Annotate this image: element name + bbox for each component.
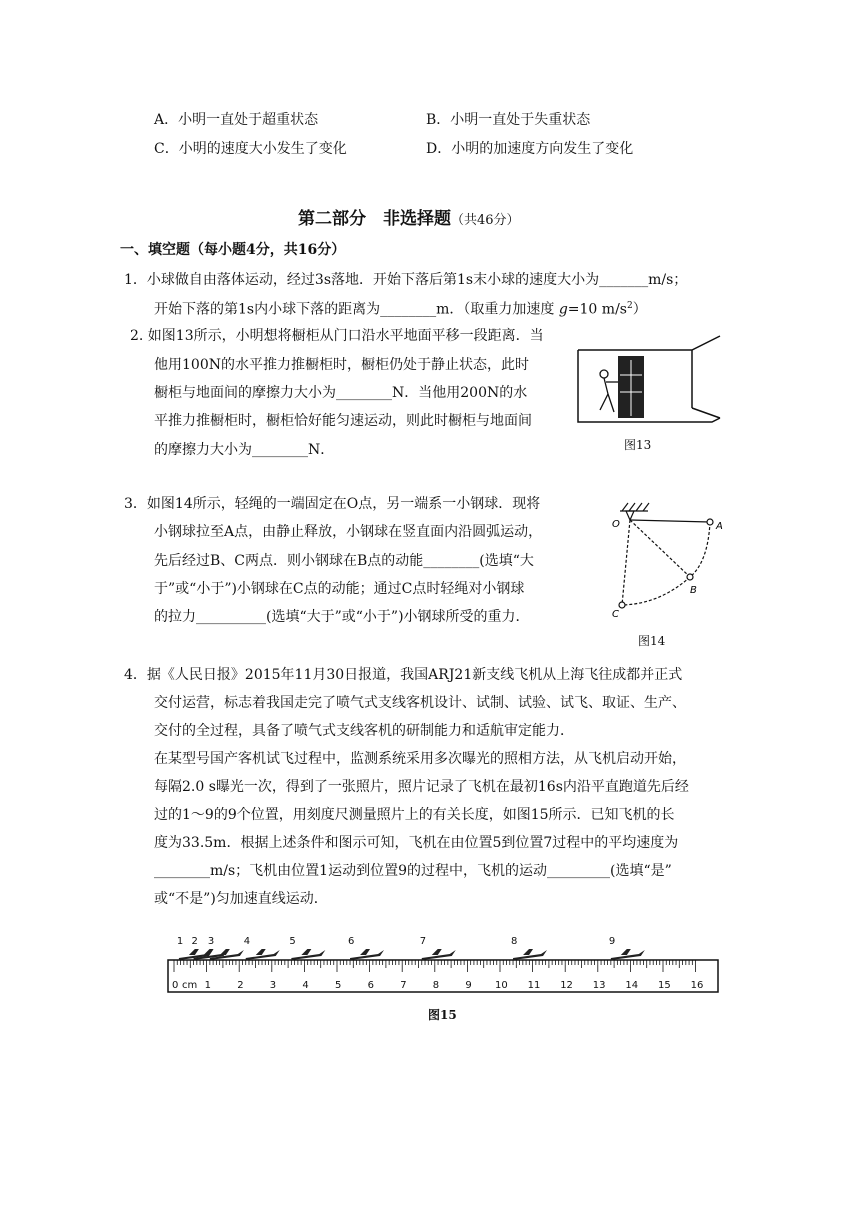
ruler-number: 8 bbox=[432, 980, 440, 991]
option-a: A．小明一直处于超重状态 bbox=[154, 112, 319, 128]
ruler-number: 9 bbox=[465, 980, 472, 991]
plane-silhouette bbox=[422, 949, 456, 960]
q4-line3: 交付的全过程，具备了喷气式支线客机的研制能力和适航审定能力． bbox=[154, 723, 574, 739]
figure-14-caption: 图14 bbox=[638, 634, 666, 648]
plane-silhouette bbox=[350, 949, 384, 960]
ruler-number: 10 bbox=[495, 980, 508, 991]
q4-line6: 过的1～9的9个位置，用刻度尺测量照片上的有关长度，如图15所示．已知飞机的长 bbox=[154, 807, 675, 823]
figure-15-ruler bbox=[160, 928, 730, 998]
point-b-label: B bbox=[690, 585, 697, 596]
position-label: 1 bbox=[176, 936, 184, 947]
position-label: 2 bbox=[191, 936, 198, 947]
section-heading: 一、填空题（每小题4分，共16分） bbox=[120, 242, 346, 258]
option-b: B．小明一直处于失重状态 bbox=[426, 112, 591, 128]
position-label: 5 bbox=[289, 936, 296, 947]
ruler-number: 5 bbox=[335, 980, 342, 991]
q4-line9: 或“不是”)匀加速直线运动． bbox=[154, 891, 328, 907]
q4-line2: 交付运营，标志着我国走完了喷气式支线客机设计、试制、试验、试飞、取证、生产、 bbox=[154, 695, 686, 711]
ruler-number: 3 bbox=[269, 980, 277, 991]
q3-line1: 3．如图14所示，轻绳的一端固定在O点，另一端系一小钢球．现将 bbox=[124, 496, 541, 512]
ruler-number: 12 bbox=[560, 980, 573, 991]
ruler-number: 11 bbox=[527, 980, 541, 991]
q1-g-value: =10 m/s bbox=[567, 301, 627, 318]
q3-line5: 的拉力__________(选填“大于”或“小于”)小钢球所受的重力． bbox=[154, 609, 530, 625]
q1-line1: 1．小球做自由落体运动，经过3s落地．开始下落后第1s末小球的速度大小为_______m/s； bbox=[124, 272, 688, 288]
q1-line2 bbox=[154, 296, 647, 320]
q1-g-symbol: g bbox=[558, 301, 568, 318]
q2-line2: 他用100N的水平推力推橱柜时，橱柜仍处于静止状态，此时 bbox=[154, 357, 529, 373]
q3-line3: 先后经过B、C两点．则小钢球在B点的动能________(选填“大 bbox=[154, 553, 534, 569]
position-label: 9 bbox=[608, 936, 616, 947]
figure-15-caption: 图15 bbox=[428, 1008, 457, 1022]
ruler-number: 15 bbox=[658, 980, 671, 991]
position-label: 6 bbox=[348, 936, 355, 947]
ruler-number: 4 bbox=[302, 980, 309, 991]
figure-13-caption: 图13 bbox=[624, 438, 652, 452]
option-c: C．小明的速度大小发生了变化 bbox=[154, 141, 347, 157]
q4-line5: 每隔2.0 s曝光一次，得到了一张照片，照片记录了飞机在最初16s内沿平直跑道先后经 bbox=[154, 779, 689, 795]
position-label: 7 bbox=[419, 936, 427, 947]
q1-superscript: 2 bbox=[626, 301, 633, 311]
q3-line2: 小钢球拉至A点，由静止释放，小钢球在竖直面内沿圆弧运动， bbox=[154, 524, 543, 540]
ruler-number: 6 bbox=[367, 980, 374, 991]
option-d: D．小明的加速度方向发生了变化 bbox=[426, 141, 634, 157]
q3-line4: 于”或“小于”)小钢球在C点的动能；通过C点时轻绳对小钢球 bbox=[154, 581, 525, 597]
plane-silhouette bbox=[611, 949, 645, 960]
position-label: 8 bbox=[511, 936, 518, 947]
ruler-unit: cm bbox=[182, 980, 198, 991]
part2-title bbox=[298, 204, 520, 229]
q1-line2-text: 开始下落的第1s内小球下落的距离为________m．（取重力加速度 bbox=[154, 301, 559, 318]
figure-14-diagram bbox=[604, 500, 724, 622]
plane-silhouette bbox=[291, 949, 325, 960]
position-label: 3 bbox=[207, 936, 215, 947]
ruler-number: 1 bbox=[204, 980, 211, 991]
ruler-number: 0 bbox=[172, 980, 179, 991]
plane-silhouette bbox=[246, 949, 280, 960]
ruler-number: 7 bbox=[400, 980, 407, 991]
ruler-number: 13 bbox=[592, 980, 606, 991]
ruler-number: 2 bbox=[237, 980, 244, 991]
point-c-label: C bbox=[612, 609, 619, 620]
part2-score-note: （共46分） bbox=[451, 213, 520, 228]
q1-close: ） bbox=[632, 301, 647, 318]
q2-line1: 2. 如图13所示，小明想将橱柜从门口沿水平地面平移一段距离．当 bbox=[130, 328, 544, 344]
q4-line1: 4．据《人民日报》2015年11月30日报道，我国ARJ21新支线飞机从上海飞往成都并正式 bbox=[124, 667, 683, 683]
q2-line5: 的摩擦力大小为________N． bbox=[154, 442, 335, 458]
point-a-label: A bbox=[716, 521, 723, 532]
figure-13-diagram bbox=[572, 330, 722, 430]
q4-line4: 在某型号国产客机试飞过程中，监测系统采用多次曝光的照相方法，从飞机启动开始， bbox=[154, 751, 686, 767]
q4-line8: ________m/s；飞机由位置1运动到位置9的过程中，飞机的运动_________(选填“是” bbox=[154, 863, 672, 879]
point-o-label: O bbox=[612, 519, 620, 530]
plane-silhouette bbox=[210, 949, 244, 960]
q4-line7: 度为33.5m．根据上述条件和图示可知，飞机在由位置5到位置7过程中的平均速度为 bbox=[154, 835, 679, 851]
position-label: 4 bbox=[243, 936, 251, 947]
part2-title-text: 第二部分 非选择题 bbox=[298, 209, 451, 229]
q2-line4: 平推力推橱柜时，橱柜恰好能匀速运动，则此时橱柜与地面间 bbox=[154, 413, 532, 429]
plane-silhouette bbox=[513, 949, 547, 960]
ruler-number: 16 bbox=[690, 980, 704, 991]
ruler-number: 14 bbox=[625, 980, 639, 991]
q2-line3: 橱柜与地面间的摩擦力大小为________N．当他用200N的水 bbox=[154, 385, 528, 401]
